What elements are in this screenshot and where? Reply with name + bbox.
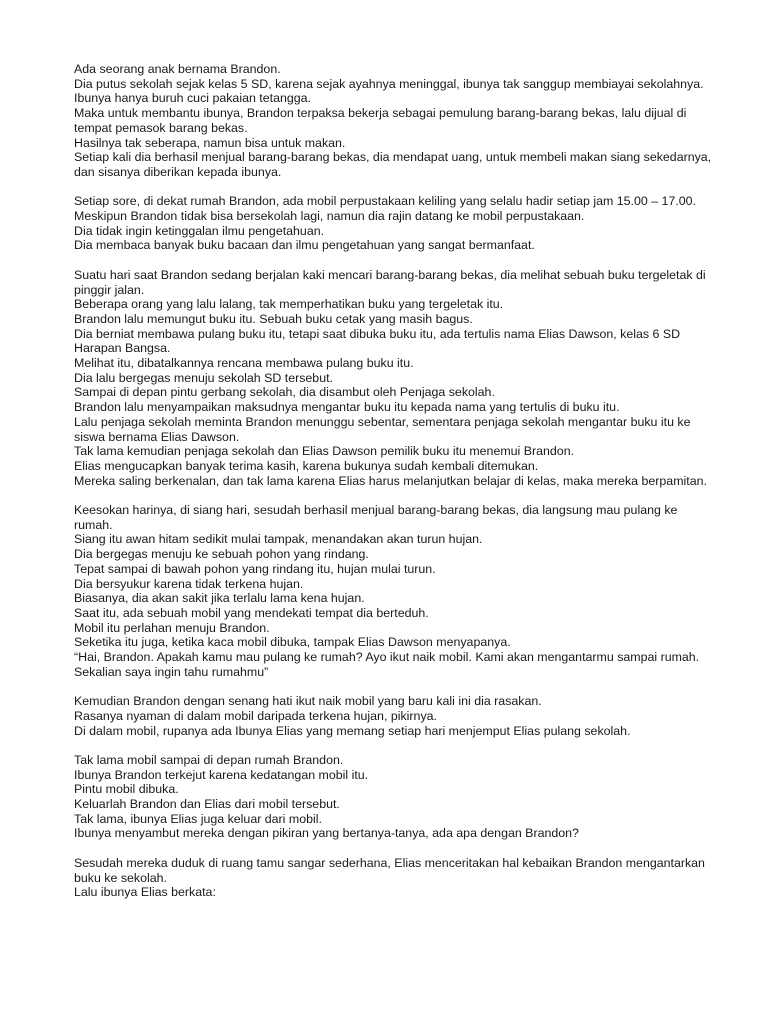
- text-line: Dia berniat membawa pulang buku itu, tetapi saat dibuka buku itu, ada tertulis nama Elias Dawson, kelas 6 SD Harapan Bangsa.: [74, 326, 681, 356]
- paragraph-1: [74, 62, 714, 180]
- text-line: Ibunya Brandon terkejut karena kedatangan mobil itu.: [74, 767, 369, 782]
- paragraph-7: [74, 856, 714, 900]
- text-line: Elias mengucapkan banyak terima kasih, karena bukunya sudah kembali ditemukan.: [74, 458, 539, 473]
- text-line: Tepat sampai di bawah pohon yang rindang itu, hujan mulai turun.: [74, 561, 436, 576]
- text-line: Kemudian Brandon dengan senang hati ikut naik mobil yang baru kali ini dia rasakan.: [74, 694, 542, 709]
- text-line: Dia membaca banyak buku bacaan dan ilmu pengetahuan yang sangat bermanfaat.: [74, 238, 535, 253]
- text-line: Brandon lalu menyampaikan maksudnya mengantar buku itu kepada nama yang tertulis di buku itu.: [74, 400, 620, 415]
- paragraph-3: [74, 268, 714, 489]
- text-line: Mereka saling berkenalan, dan tak lama karena Elias harus melanjutkan belajar di kelas, maka mereka berpamitan.: [74, 473, 707, 488]
- text-line: Tak lama kemudian penjaga sekolah dan Elias Dawson pemilik buku itu menemui Brandon.: [74, 444, 575, 459]
- text-line: Sampai di depan pintu gerbang sekolah, dia disambut oleh Penjaga sekolah.: [74, 385, 495, 400]
- text-line: Tak lama mobil sampai di depan rumah Brandon.: [74, 752, 344, 767]
- text-line: Di dalam mobil, rupanya ada Ibunya Elias yang memang setiap hari menjemput Elias pulang sekolah.: [74, 723, 631, 738]
- text-line: Ibunya menyambut mereka dengan pikiran yang bertanya-tanya, ada apa dengan Brandon?: [74, 826, 579, 841]
- text-line: Dia tidak ingin ketinggalan ilmu pengetahuan.: [74, 223, 325, 238]
- text-line: Sesudah mereka duduk di ruang tamu sangar sederhana, Elias menceritakan hal kebaikan Brandon mengantarkan buku ke sekolah.: [74, 855, 705, 885]
- paragraph-5: [74, 694, 714, 738]
- text-line: Meskipun Brandon tidak bisa bersekolah lagi, namun dia rajin datang ke mobil perpustakaan.: [74, 209, 585, 224]
- text-line: Biasanya, dia akan sakit jika terlalu lama kena hujan.: [74, 591, 365, 606]
- text-line: Mobil itu perlahan menuju Brandon.: [74, 620, 270, 635]
- text-line: Suatu hari saat Brandon sedang berjalan kaki mencari barang-barang bekas, dia melihat sebuah buku tergeletak di pinggir jalan.: [74, 267, 706, 297]
- paragraph-2: [74, 194, 714, 253]
- text-line: Keluarlah Brandon dan Elias dari mobil tersebut.: [74, 797, 340, 812]
- paragraph-6: [74, 753, 714, 841]
- text-line: Siang itu awan hitam sedikit mulai tampak, menandakan akan turun hujan.: [74, 532, 483, 547]
- text-line: Seketika itu juga, ketika kaca mobil dibuka, tampak Elias Dawson menyapanya.: [74, 635, 511, 650]
- text-line: Ada seorang anak bernama Brandon.: [74, 62, 281, 76]
- text-line: Lalu penjaga sekolah meminta Brandon menunggu sebentar, sementara penjaga sekolah mengantar buku itu ke siswa bernama Elias Dawson.: [74, 414, 691, 444]
- text-line: Lalu ibunya Elias berkata:: [74, 885, 216, 900]
- text-line: Ibunya hanya buruh cuci pakaian tetangga.: [74, 91, 311, 106]
- text-line: Maka untuk membantu ibunya, Brandon terpaksa bekerja sebagai pemulung barang-barang bekas, lalu dijual di tempat pemasok barang bekas.: [74, 106, 687, 135]
- text-line: Dia putus sekolah sejak kelas 5 SD, karena sejak ayahnya meninggal, ibunya tak sanggup membiayai sekolahnya.: [74, 76, 704, 91]
- text-line: Setiap kali dia berhasil menjual barang-barang bekas, dia mendapat uang, untuk membeli makan siang sekedarnya, dan sisanya diberikan kepada ibunya.: [74, 150, 712, 179]
- text-line: Dia bersyukur karena tidak terkena hujan.: [74, 576, 304, 591]
- text-line: Beberapa orang yang lalu lalang, tak memperhatikan buku yang tergeletak itu.: [74, 297, 504, 312]
- document-body: [74, 62, 714, 915]
- text-line: Tak lama, ibunya Elias juga keluar dari mobil.: [74, 811, 322, 826]
- text-line: Setiap sore, di dekat rumah Brandon, ada mobil perpustakaan keliling yang selalu hadir setiap jam 15.00 – 17.00.: [74, 194, 696, 209]
- text-line: Dia bergegas menuju ke sebuah pohon yang rindang.: [74, 547, 369, 562]
- text-line: Pintu mobil dibuka.: [74, 782, 179, 797]
- text-line: Melihat itu, dibatalkannya rencana membawa pulang buku itu.: [74, 356, 414, 371]
- text-line: Keesokan harinya, di siang hari, sesudah berhasil menjual barang-barang bekas, dia langsung mau pulang ke rumah.: [74, 503, 678, 532]
- text-line: “Hai, Brandon. Apakah kamu mau pulang ke rumah? Ayo ikut naik mobil. Kami akan mengantarmu sampai rumah. Sekalian saya ingin tahu rumahmu”: [74, 650, 700, 679]
- text-line: Hasilnya tak seberapa, namun bisa untuk makan.: [74, 135, 346, 150]
- text-line: Rasanya nyaman di dalam mobil daripada terkena hujan, pikirnya.: [74, 708, 437, 723]
- text-line: Dia lalu bergegas menuju sekolah SD tersebut.: [74, 370, 333, 385]
- paragraph-4: [74, 503, 714, 679]
- text-line: Brandon lalu memungut buku itu. Sebuah buku cetak yang masih bagus.: [74, 311, 473, 326]
- text-line: Saat itu, ada sebuah mobil yang mendekati tempat dia berteduh.: [74, 605, 429, 620]
